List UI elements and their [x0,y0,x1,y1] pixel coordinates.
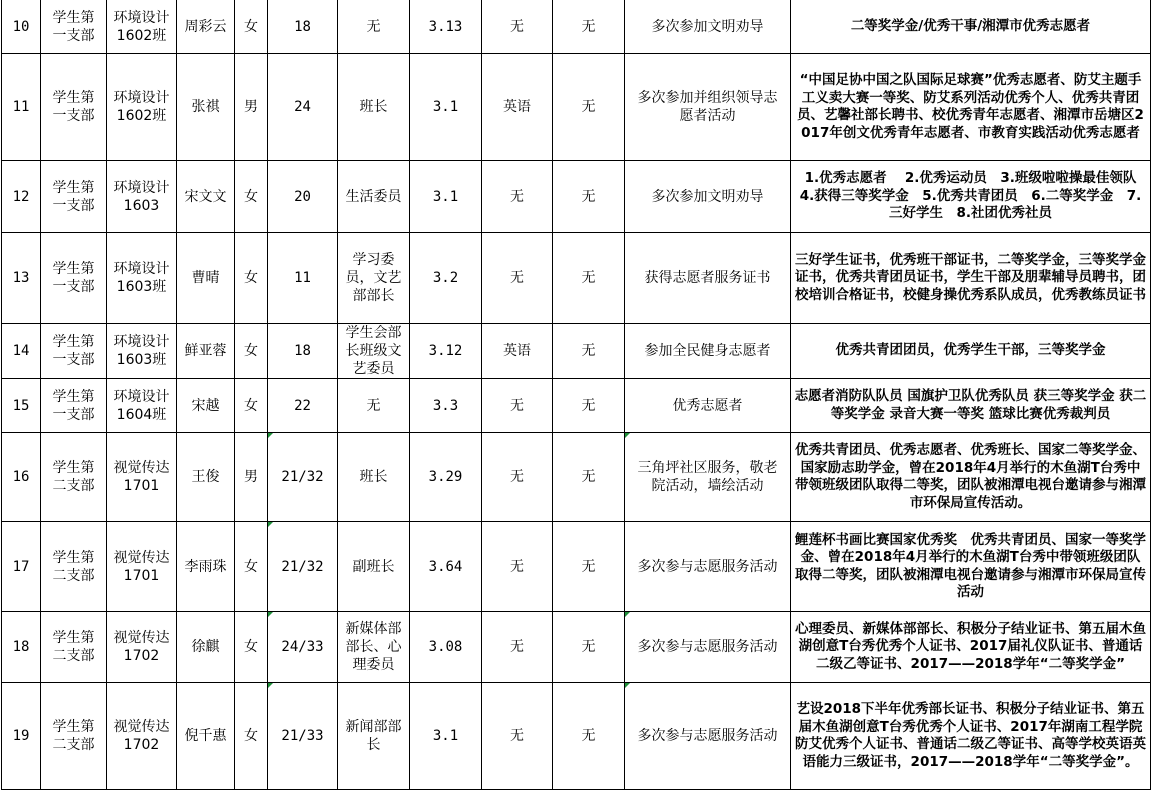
count-cell: 22 [268,379,338,433]
gpa-cell: 3.2 [410,233,482,324]
gender-cell: 女 [235,233,268,324]
table-row [2,54,1151,161]
role-cell: 班长 [338,433,410,522]
language-cert-cell: 无 [482,379,553,433]
other-cell: 无 [553,233,625,324]
count-cell: 21/32 [268,433,338,522]
role-cell: 新媒体部部长、心理委员 [338,612,410,683]
volunteer-cell: 获得志愿者服务证书 [625,233,791,324]
language-cert-cell: 英语 [482,324,553,379]
language-cert-cell: 无 [482,433,553,522]
other-cell: 无 [553,161,625,233]
branch-cell: 学生第二支部 [41,612,107,683]
branch-cell: 学生第二支部 [41,683,107,790]
gender-cell: 女 [235,161,268,233]
table-row [2,233,1151,324]
role-cell: 无 [338,379,410,433]
awards-cell: 心理委员、新媒体部部长、积极分子结业证书、第五届木鱼湖创意T台秀优秀个人证书、2017届礼仪队证书、普通话二级乙等证书、2017——2018学年“二等奖学金” [791,612,1151,683]
gpa-cell: 3.1 [410,54,482,161]
table-row [2,161,1151,233]
row-number-cell: 19 [2,683,41,790]
branch-cell: 学生第二支部 [41,522,107,612]
language-cert-cell: 无 [482,612,553,683]
awards-cell: 艺设2018下半年优秀部长证书、积极分子结业证书、第五届木鱼湖创意T台秀优秀个人证书、2017年湖南工程学院防艾优秀个人证书、普通话二级乙等证书、高等学校英语英语能力三级证书，2017——2018学年“二等奖学金”。 [791,683,1151,790]
volunteer-cell: 多次参与志愿服务活动 [625,683,791,790]
language-cert-cell: 英语 [482,54,553,161]
other-cell: 无 [553,683,625,790]
table-body [2,0,1151,790]
volunteer-cell: 多次参加文明劝导 [625,0,791,54]
language-cert-cell: 无 [482,683,553,790]
awards-cell: 优秀共青团员、优秀志愿者、优秀班长、国家二等奖学金、国家励志助学金，曾在2018年4月举行的木鱼湖T台秀中带领班级团队取得二等奖，团队被湘潭电视台邀请参与湘潭市环保局宣传活动。 [791,433,1151,522]
count-cell: 18 [268,0,338,54]
awards-cell: “中国足协中国之队国际足球赛”优秀志愿者、防艾主题手工义卖大赛一等奖、防艾系列活动优秀个人、优秀共青团员、艺馨社部长聘书、校优秀青年志愿者、湘潭市岳塘区2017年创文优秀青年志愿者、市教育实践活动优秀志愿者 [791,54,1151,161]
class-cell: 视觉传达1701 [107,433,177,522]
role-cell: 无 [338,0,410,54]
volunteer-cell: 三角坪社区服务，敬老院活动，墙绘活动 [625,433,791,522]
name-cell: 宋文文 [177,161,235,233]
table-row [2,522,1151,612]
volunteer-cell: 多次参加并组织领导志愿者活动 [625,54,791,161]
gender-cell: 女 [235,683,268,790]
language-cert-cell: 无 [482,161,553,233]
gender-cell: 女 [235,324,268,379]
role-cell: 班长 [338,54,410,161]
table-row [2,433,1151,522]
volunteer-cell: 多次参与志愿服务活动 [625,522,791,612]
role-cell: 学习委员，文艺部部长 [338,233,410,324]
role-cell: 学生会部长班级文艺委员 [338,324,410,379]
gender-cell: 女 [235,522,268,612]
row-number-cell: 15 [2,379,41,433]
gpa-cell: 3.1 [410,161,482,233]
awards-cell: 优秀共青团团员，优秀学生干部，三等奖学金 [791,324,1151,379]
name-cell: 李雨珠 [177,522,235,612]
class-cell: 环境设计1603班 [107,324,177,379]
awards-cell: 志愿者消防队队员 国旗护卫队优秀队员 获三等奖学金 获二等奖学金 录音大赛一等奖 篮球比赛优秀裁判员 [791,379,1151,433]
other-cell: 无 [553,433,625,522]
gender-cell: 女 [235,379,268,433]
other-cell: 无 [553,324,625,379]
row-number-cell: 13 [2,233,41,324]
gpa-cell: 3.12 [410,324,482,379]
row-number-cell: 18 [2,612,41,683]
gender-cell: 女 [235,0,268,54]
class-cell: 环境设计1603 [107,161,177,233]
count-cell: 21/32 [268,522,338,612]
other-cell: 无 [553,612,625,683]
table-row [2,324,1151,379]
count-cell: 24 [268,54,338,161]
row-number-cell: 14 [2,324,41,379]
student-honors-table [1,0,1151,790]
name-cell: 张祺 [177,54,235,161]
name-cell: 曹晴 [177,233,235,324]
language-cert-cell: 无 [482,0,553,54]
other-cell: 无 [553,0,625,54]
class-cell: 视觉传达1702 [107,683,177,790]
count-cell: 20 [268,161,338,233]
awards-cell: 三好学生证书，优秀班干部证书，二等奖学金，三等奖学金证书，优秀共青团员证书，学生干部及朋辈辅导员聘书，团校培训合格证书，校健身操优秀系队成员，优秀教练员证书 [791,233,1151,324]
row-number-cell: 10 [2,0,41,54]
gpa-cell: 3.08 [410,612,482,683]
row-number-cell: 12 [2,161,41,233]
row-number-cell: 16 [2,433,41,522]
language-cert-cell: 无 [482,522,553,612]
row-number-cell: 11 [2,54,41,161]
name-cell: 宋越 [177,379,235,433]
class-cell: 视觉传达1702 [107,612,177,683]
gender-cell: 女 [235,612,268,683]
branch-cell: 学生第一支部 [41,379,107,433]
gpa-cell: 3.13 [410,0,482,54]
gpa-cell: 3.1 [410,683,482,790]
branch-cell: 学生第二支部 [41,433,107,522]
table-row [2,683,1151,790]
other-cell: 无 [553,522,625,612]
class-cell: 环境设计1604班 [107,379,177,433]
class-cell: 视觉传达1701 [107,522,177,612]
other-cell: 无 [553,379,625,433]
count-cell: 11 [268,233,338,324]
volunteer-cell: 多次参与志愿服务活动 [625,612,791,683]
awards-cell: 二等奖学金/优秀干事/湘潭市优秀志愿者 [791,0,1151,54]
other-cell: 无 [553,54,625,161]
name-cell: 徐麒 [177,612,235,683]
class-cell: 环境设计1603班 [107,233,177,324]
volunteer-cell: 优秀志愿者 [625,379,791,433]
language-cert-cell: 无 [482,233,553,324]
gpa-cell: 3.29 [410,433,482,522]
name-cell: 周彩云 [177,0,235,54]
role-cell: 新闻部部长 [338,683,410,790]
awards-cell: 1.优秀志愿者 2.优秀运动员 3.班级啦啦操最佳领队 4.获得三等奖学金 5.优秀共青团员 6.二等奖学金 7.三好学生 8.社团优秀社员 [791,161,1151,233]
volunteer-cell: 多次参加文明劝导 [625,161,791,233]
branch-cell: 学生第一支部 [41,161,107,233]
volunteer-cell: 参加全民健身志愿者 [625,324,791,379]
name-cell: 鲜亚蓉 [177,324,235,379]
table-row [2,379,1151,433]
awards-cell: 鲤莲杯书画比赛国家优秀奖 优秀共青团员、国家一等奖学金、曾在2018年4月举行的木鱼湖T台秀中带领班级团队取得二等奖，团队被湘潭电视台邀请参与湘潭市环保局宣传活动 [791,522,1151,612]
branch-cell: 学生第一支部 [41,54,107,161]
count-cell: 21/33 [268,683,338,790]
role-cell: 生活委员 [338,161,410,233]
table-row [2,0,1151,54]
name-cell: 倪千惠 [177,683,235,790]
class-cell: 环境设计1602班 [107,54,177,161]
row-number-cell: 17 [2,522,41,612]
branch-cell: 学生第一支部 [41,233,107,324]
gender-cell: 男 [235,54,268,161]
class-cell: 环境设计1602班 [107,0,177,54]
count-cell: 18 [268,324,338,379]
gpa-cell: 3.3 [410,379,482,433]
role-cell: 副班长 [338,522,410,612]
branch-cell: 学生第一支部 [41,0,107,54]
gender-cell: 男 [235,433,268,522]
branch-cell: 学生第一支部 [41,324,107,379]
gpa-cell: 3.64 [410,522,482,612]
table-row [2,612,1151,683]
name-cell: 王俊 [177,433,235,522]
count-cell: 24/33 [268,612,338,683]
